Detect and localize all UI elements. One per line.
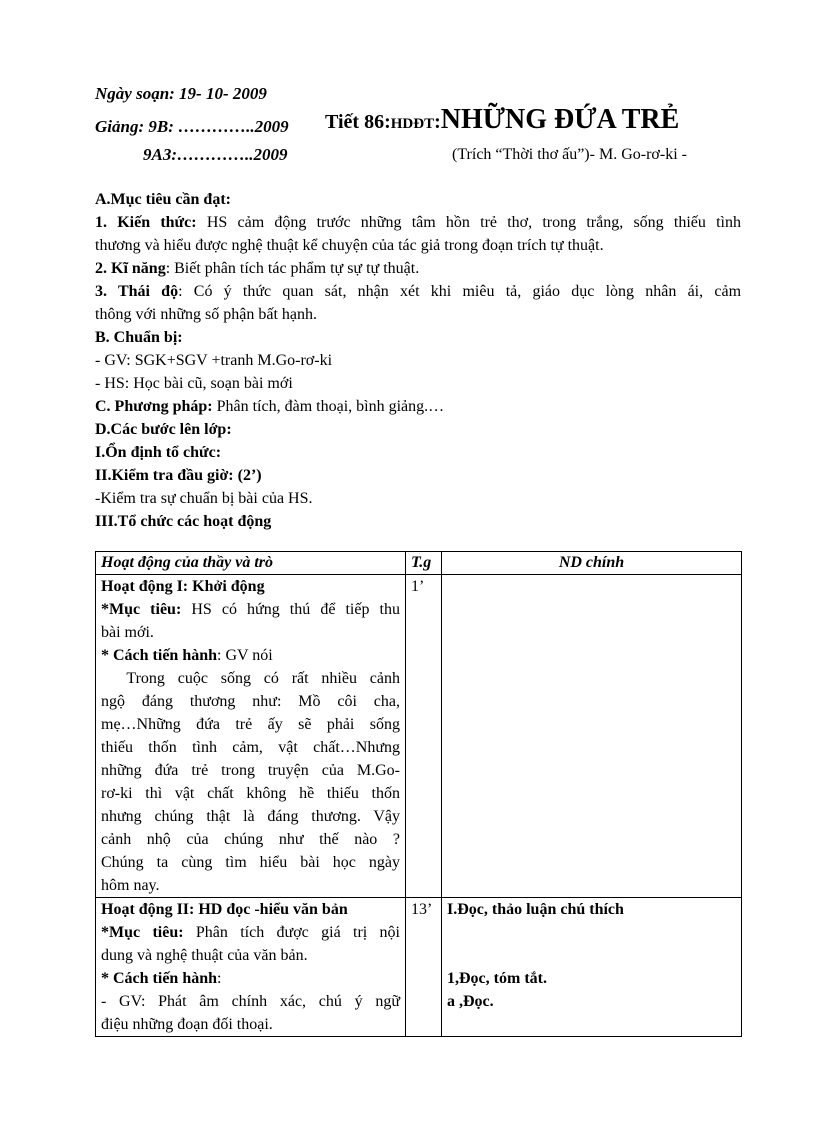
table-row [96,898,742,1037]
section-d-title: D.Các bước lên lớp: [95,421,232,438]
lesson-title: NHỮNG ĐỨA TRẺ [440,104,680,135]
activity-2-procedure: * Cách tiến hành: [101,970,222,987]
content-read-summary: 1,Đọc, tóm tắt. [447,970,547,987]
activity-1-goal: *Mục tiêu: HS có hứng thú để tiếp thu [101,601,400,618]
lesson-objectives [95,188,741,533]
lesson-number: Tiết 86: [325,111,391,133]
header-content: ND chính [442,552,742,575]
activity-1-content [442,575,742,898]
date-prepared: Ngày soạn: 19- 10- 2009 [95,84,267,103]
attitude-line-2: thông với những số phận bất hạnh. [95,306,317,323]
lesson-separator: : [434,111,441,133]
content-read: a ,Đọc. [447,993,494,1010]
step-2: II.Kiểm tra đầu giờ: (2’) [95,467,262,484]
section-a-title: A.Mục tiêu cần đạt: [95,191,231,208]
teaching-class-9b [95,117,289,137]
teach-date: : …………..2009 [168,117,289,136]
method-label: C. Phương pháp: [95,398,213,415]
header-activities: Hoạt động của thầy và trò [96,552,406,575]
teach-label: Giảng: 9B [95,117,169,136]
skill-line: 2. Kĩ năng: Biết phân tích tác phẩm tự sự tự thuật. [95,260,420,277]
knowledge-line-1: 1. Kiến thức: HS cảm động trước những tâm hồn trẻ thơ, trong trắng, sống thiếu tình [95,214,741,231]
table-header-row [96,552,742,575]
activity-2-goal: *Mục tiêu: Phân tích được giá trị nội [101,924,401,941]
header-time: T.g [406,552,442,575]
teaching-class-9a3: 9A3:…………..2009 [143,145,288,164]
attitude-label: 3. Thái độ [95,283,179,300]
lesson-type: HDĐT [390,116,435,132]
section-b-title: B. Chuẩn bị: [95,329,183,346]
activity-2-time: 13’ [406,898,442,1037]
table-row [96,575,742,898]
activity-1-time: 1’ [406,575,442,898]
activity-1-procedure: * Cách tiến hành: GV nói [101,647,273,664]
step-3: III.Tổ chức các hoạt động [95,513,272,530]
knowledge-line-2: thương và hiểu được nghệ thuật kể chuyện của tác giả trong đoạn trích tự thuật. [95,237,604,254]
method-line: C. Phương pháp: Phân tích, đàm thoại, bình giảng.… [95,398,445,415]
prep-student: - HS: Học bài cũ, soạn bài mới [95,375,293,392]
activity-2-cell: Hoạt động II: HD đọc -hiểu văn bản *Mục tiêu: Phân tích được giá trị nội dung và nghệ thuật của văn bản. * Cách tiến hành: - GV: Phát âm chính xác, chú ý ngữ điệu những đoạn đối thoại. [96,898,406,1037]
activity-2-content [442,898,742,1037]
activity-1-cell: Hoạt động I: Khởi động *Mục tiêu: HS có hứng thú để tiếp thu bài mới. * Cách tiến hành: GV nói Trong cuộc sống có rất nhiều cảnh ngộ đáng thương như: Mồ côi cha, mẹ…Những đứa trẻ ấy sẽ phải sống thiếu thốn tình cảm, vật chất…Nhưng những đứa trẻ trong truyện của M.Go- rơ-ki thì vật chất không hề thiếu thốn nhưng chúng thật là đáng thương. Vậy cảnh nhộ của chúng như thế nào ? Chúng ta cùng tìm hiểu bài học ngày hôm nay. [96,575,406,898]
skill-label: 2. Kĩ năng [95,260,166,277]
activity-2-title: Hoạt động II: HD đọc -hiểu văn bản [101,901,348,918]
content-reading-heading: I.Đọc, thảo luận chú thích [447,901,624,918]
lesson-source: (Trích “Thời thơ ấu”)- M. Go-rơ-ki - [452,146,687,163]
prep-teacher: - GV: SGK+SGV +tranh M.Go-rơ-ki [95,352,333,369]
attitude-line-1: 3. Thái độ: Có ý thức quan sát, nhận xét khi miêu tả, giáo dục lòng nhân ái, cảm [95,283,742,300]
activities-table [95,551,742,1037]
step-2-text: -Kiểm tra sự chuẩn bị bài của HS. [95,490,313,507]
step-1: I.Ổn định tổ chức: [95,444,222,461]
lesson-heading [325,104,679,136]
knowledge-label: 1. Kiến thức: [95,214,197,231]
activity-1-title: Hoạt động I: Khởi động [101,578,265,595]
